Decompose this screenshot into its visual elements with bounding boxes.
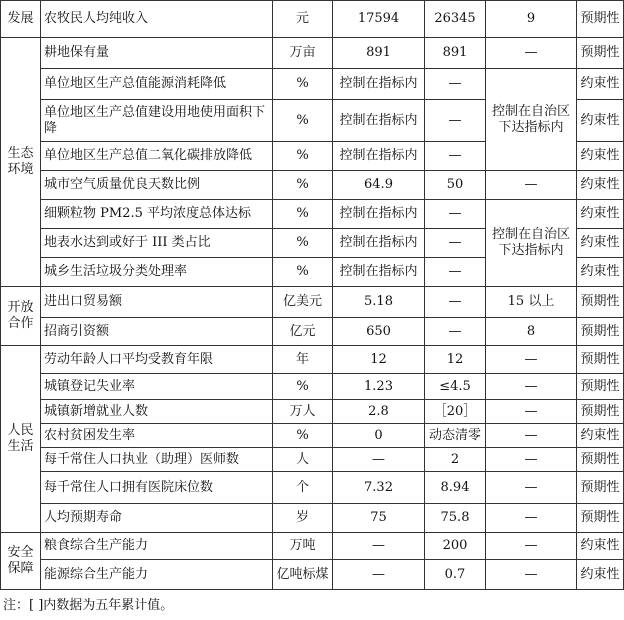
attribute-cell: 约束性 [577,258,624,287]
unit-cell: % [273,171,333,200]
value-2015-cell: 650 [333,318,425,346]
indicator-cell: 能源综合生产能力 [41,560,273,590]
unit-cell: 元 [273,1,333,38]
value-2020-cell: 动态清零 [425,424,486,448]
table-row [1,560,624,590]
table-row [1,400,624,424]
table-row [1,200,624,229]
unit-cell: 人 [273,448,333,472]
table-note: 注：[ ]内数据为五年累计值。 [3,598,174,613]
value-2020-cell: — [425,69,486,100]
attribute-cell: 预期性 [577,38,624,69]
indicator-cell: 城镇登记失业率 [41,374,273,400]
growth-cell: — [486,171,577,200]
table-row [1,318,624,346]
indicator-cell: 耕地保有量 [41,38,273,69]
table-row [1,504,624,533]
table-row [1,171,624,200]
value-2015-cell: — [333,448,425,472]
category-cell [1,533,41,590]
unit-cell: % [273,229,333,258]
table-row [1,533,624,560]
value-2020-cell: 2 [425,448,486,472]
attribute-cell: 预期性 [577,287,624,318]
value-2020-cell: 12 [425,346,486,374]
value-2015-cell: 7.32 [333,472,425,504]
category-label: 人民 生活 [7,423,34,454]
indicator-cell: 细颗粒物 PM2.5 平均浓度总体达标 [41,200,273,229]
indicator-cell: 招商引资额 [41,318,273,346]
table-row [1,287,624,318]
value-2015-cell: 75 [333,504,425,533]
value-2015-cell: 控制在指标内 [333,100,425,142]
value-2015-cell: 控制在指标内 [333,200,425,229]
indicator-cell: 劳动年龄人口平均受教育年限 [41,346,273,374]
growth-cell: — [486,448,577,472]
growth-cell-merged: 控制在自治区下达指标内 [486,200,577,287]
value-2020-cell: — [425,142,486,171]
category-label: 开放 合作 [7,300,34,331]
value-2015-cell: 12 [333,346,425,374]
attribute-cell: 预期性 [577,374,624,400]
unit-cell: 亿元 [273,318,333,346]
table-row [1,448,624,472]
unit-cell: 万亩 [273,38,333,69]
growth-cell: 8 [486,318,577,346]
value-2020-cell: — [425,229,486,258]
value-2015-cell: 控制在指标内 [333,69,425,100]
value-2020-cell: — [425,318,486,346]
unit-cell: % [273,374,333,400]
value-2020-cell: 200 [425,533,486,560]
table-row [1,472,624,504]
table-row [1,1,624,38]
value-2020-cell: — [425,200,486,229]
value-2015-cell: 64.9 [333,171,425,200]
attribute-cell: 预期性 [577,346,624,374]
growth-cell: — [486,504,577,533]
attribute-cell: 约束性 [577,229,624,258]
value-2020-cell: 26345 [425,1,486,38]
growth-cell: — [486,38,577,69]
growth-cell: — [486,560,577,590]
attribute-cell: 预期性 [577,448,624,472]
attribute-cell: 约束性 [577,560,624,590]
table-row [1,424,624,448]
value-2015-cell: 891 [333,38,425,69]
indicator-cell: 城市空气质量优良天数比例 [41,171,273,200]
indicator-cell: 单位地区生产总值能源消耗降低 [41,69,273,100]
attribute-cell: 约束性 [577,171,624,200]
unit-cell: 亿美元 [273,287,333,318]
attribute-cell: 约束性 [577,100,624,142]
growth-cell: 15 以上 [486,287,577,318]
table-row [1,374,624,400]
value-2015-cell: 17594 [333,1,425,38]
value-2020-cell: ［20］ [425,400,486,424]
category-cell [1,287,41,346]
indicator-cell: 每千常住人口拥有医院床位数 [41,472,273,504]
growth-cell: — [486,424,577,448]
category-cell: 发展 [1,1,41,38]
category-label: 生态 环境 [7,146,34,177]
value-2015-cell: 控制在指标内 [333,229,425,258]
table-row [1,69,624,100]
attribute-cell: 约束性 [577,424,624,448]
value-2015-cell: 0 [333,424,425,448]
growth-cell: — [486,400,577,424]
attribute-cell: 预期性 [577,472,624,504]
table-row [1,346,624,374]
value-2020-cell: 0.7 [425,560,486,590]
growth-cell: — [486,533,577,560]
value-2020-cell: 50 [425,171,486,200]
value-2015-cell: 2.8 [333,400,425,424]
value-2015-cell: — [333,560,425,590]
indicator-cell: 粮食综合生产能力 [41,533,273,560]
category-cell [1,38,41,287]
unit-cell: 个 [273,472,333,504]
value-2020-cell: — [425,287,486,318]
growth-cell: — [486,346,577,374]
growth-cell: 9 [486,1,577,38]
indicator-cell: 城乡生活垃圾分类处理率 [41,258,273,287]
attribute-cell: 预期性 [577,400,624,424]
indicator-cell: 地表水达到或好于 III 类占比 [41,229,273,258]
unit-cell: 万人 [273,400,333,424]
attribute-cell: 预期性 [577,1,624,38]
growth-cell-merged: 控制在自治区下达指标内 [486,69,577,171]
value-2020-cell: 891 [425,38,486,69]
unit-cell: % [273,69,333,100]
value-2015-cell: — [333,533,425,560]
indicator-cell: 农牧民人均纯收入 [41,1,273,38]
table-row [1,38,624,69]
growth-cell: — [486,374,577,400]
unit-cell: 万吨 [273,533,333,560]
indicator-cell: 人均预期寿命 [41,504,273,533]
unit-cell: % [273,424,333,448]
indicator-cell: 城镇新增就业人数 [41,400,273,424]
indicator-cell: 单位地区生产总值建设用地使用面积下降 [41,100,273,142]
category-cell [1,346,41,533]
attribute-cell: 约束性 [577,69,624,100]
unit-cell: % [273,100,333,142]
unit-cell: % [273,200,333,229]
indicator-cell: 单位地区生产总值二氧化碳排放降低 [41,142,273,171]
unit-cell: % [273,142,333,171]
category-label: 安全 保障 [7,545,34,576]
growth-cell: — [486,472,577,504]
attribute-cell: 预期性 [577,504,624,533]
value-2020-cell: 8.94 [425,472,486,504]
value-2020-cell: 75.8 [425,504,486,533]
attribute-cell: 约束性 [577,200,624,229]
value-2015-cell: 1.23 [333,374,425,400]
attribute-cell: 预期性 [577,318,624,346]
value-2020-cell: — [425,258,486,287]
value-2015-cell: 5.18 [333,287,425,318]
value-2015-cell: 控制在指标内 [333,142,425,171]
value-2020-cell: ≤4.5 [425,374,486,400]
value-2015-cell: 控制在指标内 [333,258,425,287]
attribute-cell: 约束性 [577,142,624,171]
value-2020-cell: — [425,100,486,142]
indicator-cell: 进出口贸易额 [41,287,273,318]
attribute-cell: 约束性 [577,533,624,560]
unit-cell: 亿吨标煤 [273,560,333,590]
unit-cell: % [273,258,333,287]
indicator-cell: 农村贫困发生率 [41,424,273,448]
unit-cell: 岁 [273,504,333,533]
unit-cell: 年 [273,346,333,374]
indicator-cell: 每千常住人口执业（助理）医师数 [41,448,273,472]
